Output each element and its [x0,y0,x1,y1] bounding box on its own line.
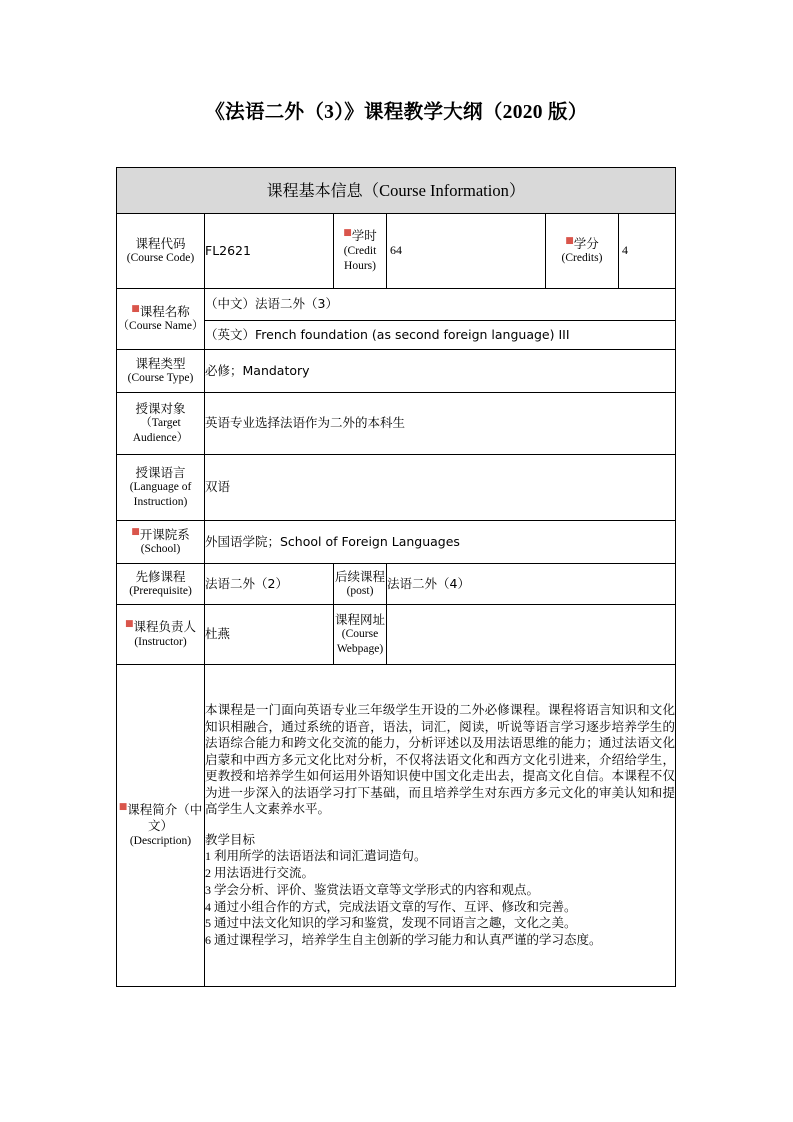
value-post-course: 法语二外（4） [387,564,676,605]
value-school: 外国语学院；School of Foreign Languages [205,521,676,564]
value-description [205,665,676,987]
objective-item [205,932,675,949]
label-course-code-en: (Course Code) [126,252,195,265]
label-credits-en: (Credits) [561,252,603,265]
table-row-school [117,521,676,564]
table-row-description [117,665,676,987]
label-prerequisite-en: (Prerequisite) [129,585,192,598]
objective-item [205,915,675,932]
objective-number: 6 [205,933,214,948]
label-course-name [117,289,205,350]
objective-item [205,882,675,899]
label-course-webpage-cn: 课程网址 [334,611,385,627]
label-credit-hours-cn [334,228,386,244]
value-course-webpage [387,605,676,665]
value-course-name-cn: （中文）法语二外（3） [205,289,676,321]
label-prerequisite-cn: 先修课程 [135,568,186,584]
label-course-webpage [334,605,387,665]
description-paragraph: 本课程是一门面向英语专业三年级学生开设的二外必修课程。课程将语言知识和文化知识相融合，通过系统的语音，语法，词汇，阅读，听说等语言学习逐步培养学生的法语综合能力和跨文化交流的能力，分析评述以及用法语思维的能力；通过法语文化启蒙和中西方多元文化比对分析，不仅将法语文化和西方文化引进来，介绍给学生，更教授和培养学生如何运用外语知识使中国文化走出去，提高文化自信。本课程不仅为进一步深入的法语学习打下基础，而且培养学生对东西方多元文化的审美认知和提高学生人文素养水平。 [205,702,676,817]
label-school [117,521,205,564]
table-row-instructor [117,605,676,665]
label-description-cn [117,802,204,833]
required-marker-icon: ■ [124,619,134,630]
label-target-audience-cn: 授课对象 [135,400,186,416]
table-row-course-code [117,214,676,289]
label-post-course [334,564,387,605]
label-school-text: 开课院系 [139,526,190,542]
objective-number: 4 [205,899,214,914]
objective-item [205,848,675,865]
label-description [117,665,205,987]
label-course-name-text: 课程名称 [139,303,190,319]
required-marker-icon: ■ [131,526,140,537]
table-row-course-type [117,350,676,393]
label-instructor-en: (Instructor) [134,635,187,648]
objective-text: 通过小组合作的方式，完成法语文章的写作、互评、修改和完善。 [214,898,577,914]
value-instructor: 杜燕 [205,605,334,665]
label-course-name-cn [117,304,204,320]
objective-item [205,899,675,916]
objective-number: 5 [205,916,214,931]
table-header-row [117,168,676,214]
label-instructor-cn [117,619,204,635]
label-target-audience-en: （Target Audience） [132,417,189,445]
label-credit-hours-text: 学时 [351,228,377,244]
value-credits: 4 [619,214,676,289]
label-school-cn [117,527,204,543]
label-school-en: (School) [140,543,181,556]
page-title: 《法语二外（3）》课程教学大纲（2020 版） [205,102,588,123]
objective-text: 利用所学的法语语法和词汇遣词造句。 [214,848,427,864]
value-prerequisite: 法语二外（2） [205,564,334,605]
table-header-cell [117,168,676,214]
label-credit-hours-en: (Credit Hours) [343,244,377,272]
objective-text: 通过课程学习，培养学生自主创新的学习能力和认真严谨的学习态度。 [214,932,602,948]
label-target-audience [117,393,205,455]
table-header-label-en: （Course Information） [362,180,526,200]
label-course-type-en: (Course Type) [127,372,194,385]
description-spacer [205,818,675,832]
value-target-audience: 英语专业选择法语作为二外的本科生 [205,393,676,455]
objectives-title: 教学目标 [205,831,256,847]
objective-text: 用法语进行交流。 [214,864,315,880]
value-language-of-instruction: 双语 [205,455,676,521]
label-credits-cn [546,236,618,252]
label-course-code-cn: 课程代码 [135,235,186,251]
required-marker-icon: ■ [343,228,352,239]
label-post-course-cn: 后续课程 [334,568,385,584]
value-course-code: FL2621 [205,214,334,289]
label-language-of-instruction [117,455,205,521]
objective-number: 2 [205,865,214,880]
required-marker-icon: ■ [565,235,574,246]
label-credits [546,214,619,289]
value-course-name-en: （英文）French foundation (as second foreign language) III [205,321,676,350]
table-header-label-cn: 课程基本信息 [266,180,363,200]
label-description-text: 课程简介（中文） [127,802,203,834]
label-instructor-text: 课程负责人 [133,619,197,635]
course-information-table [116,167,676,987]
table-row-target-audience [117,393,676,455]
label-instructor [117,605,205,665]
label-course-name-en: （Course Name） [117,320,204,333]
required-marker-icon: ■ [118,802,128,813]
label-course-type [117,350,205,393]
value-course-type: 必修；Mandatory [205,350,676,393]
label-credit-hours [334,214,387,289]
objective-number: 3 [205,882,214,897]
label-course-type-cn: 课程类型 [135,355,186,371]
required-marker-icon: ■ [131,303,140,314]
objectives-list [205,848,675,949]
table-row-course-name-cn [117,289,676,321]
value-credit-hours: 64 [387,214,546,289]
label-credits-text: 学分 [573,235,599,251]
label-course-code [117,214,205,289]
label-language-of-instruction-cn: 授课语言 [135,464,186,480]
objective-text: 学会分析、评价、鉴赏法语文章等文学形式的内容和观点。 [214,881,540,897]
label-course-webpage-en: (Course Webpage) [336,628,384,656]
table-row-language-of-instruction [117,455,676,521]
label-description-en: (Description) [129,834,192,847]
objective-text: 通过中法文化知识的学习和鉴赏，发现不同语言之趣，文化之美。 [214,915,577,931]
objective-item [205,865,675,882]
table-row-prerequisite [117,564,676,605]
label-language-of-instruction-en: (Language of Instruction) [129,481,192,509]
label-prerequisite [117,564,205,605]
objective-number: 1 [205,849,214,864]
label-post-course-en: (post) [346,585,374,598]
